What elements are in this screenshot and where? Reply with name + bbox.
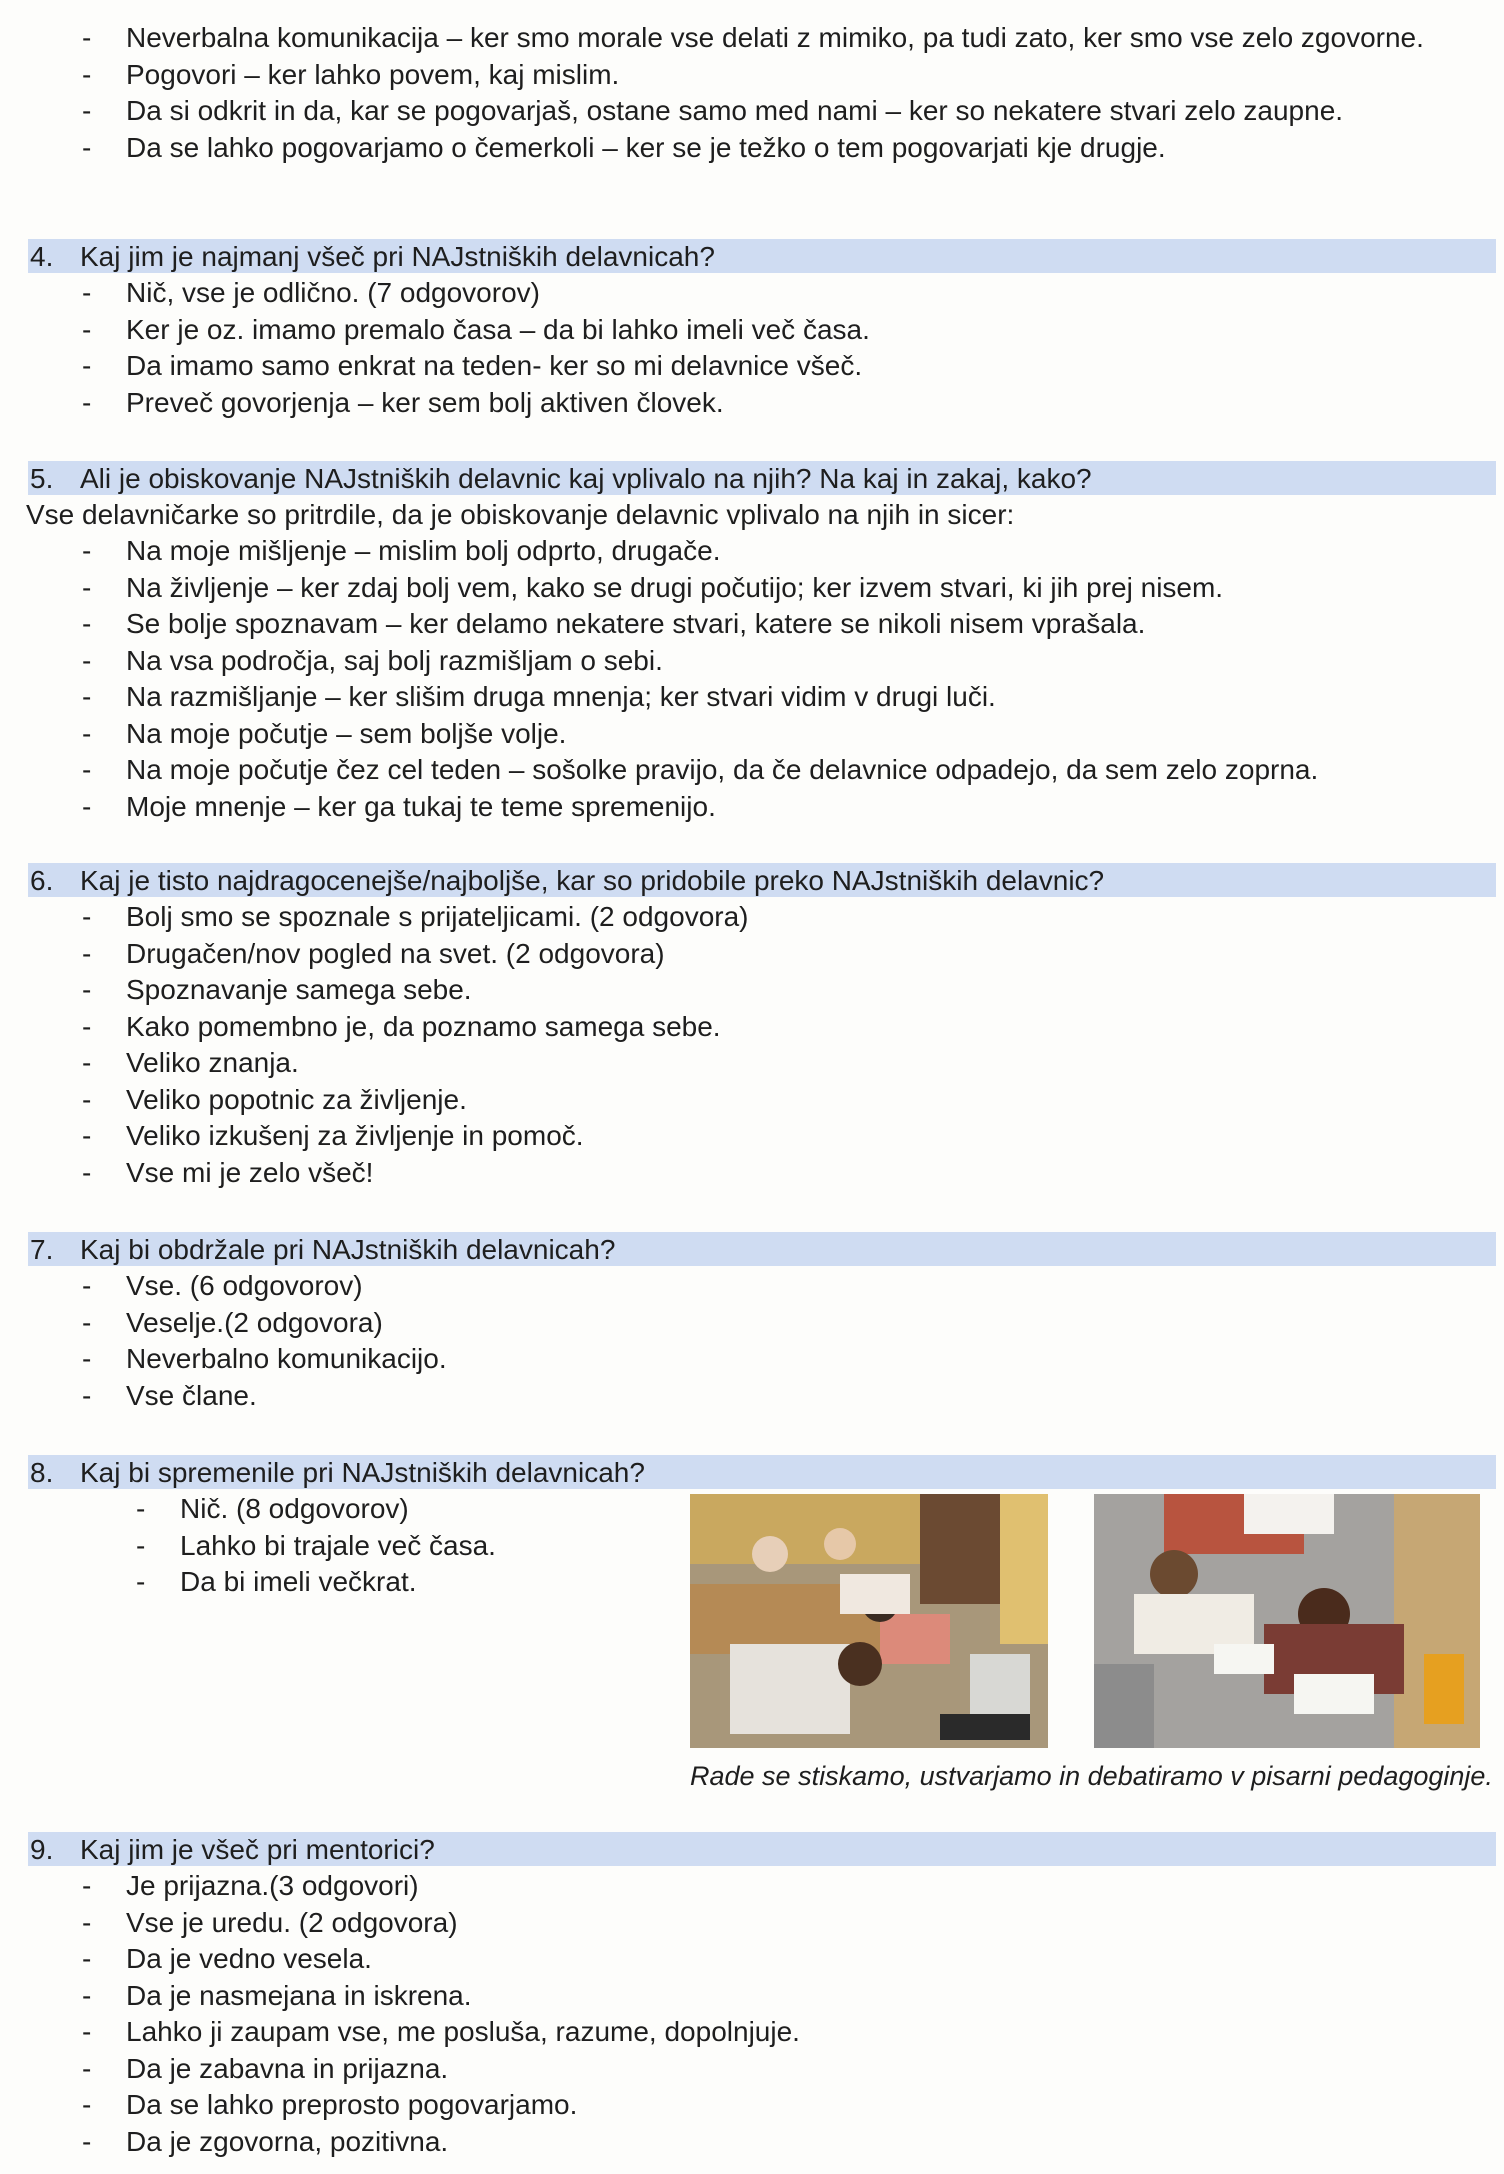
list-item: - Veselje.(2 odgovora): [72, 1305, 1496, 1342]
list-item: - Da se lahko preprosto pogovarjamo.: [72, 2087, 1496, 2124]
list-item: - Da imamo samo enkrat na teden- ker so mi delavnice všeč.: [72, 348, 1496, 385]
answer-list: [72, 1268, 1496, 1414]
list-item: - Na moje počutje – sem boljše volje.: [72, 716, 1496, 753]
list-item: - Veliko popotnic za življenje.: [72, 1082, 1496, 1119]
list-item: - Moje mnenje – ker ga tukaj te teme spremenijo.: [72, 789, 1496, 826]
question-heading: [28, 239, 1496, 273]
question-text: Kaj jim je všeč pri mentorici?: [80, 1834, 435, 1865]
list-item: - Da je vedno vesela.: [72, 1941, 1496, 1978]
question-text: Kaj bi obdržale pri NAJstniških delavnicah?: [80, 1234, 616, 1265]
list-item: - Lahko ji zaupam vse, me posluša, razume, dopolnjuje.: [72, 2014, 1496, 2051]
list-item: - Vse. (6 odgovorov): [72, 1268, 1496, 1305]
list-item: - Da je zabavna in prijazna.: [72, 2051, 1496, 2088]
list-item: - Da bi imeli večkrat.: [126, 1564, 686, 1601]
list-item: - Veliko izkušenj za življenje in pomoč.: [72, 1118, 1496, 1155]
answer-list: [72, 1868, 1496, 2160]
floor-writing-photo: [1094, 1494, 1480, 1748]
office-workshop-photo: [690, 1494, 1048, 1748]
list-item: - Bolj smo se spoznale s prijateljicami. (2 odgovora): [72, 899, 1496, 936]
question-heading: [28, 1232, 1496, 1266]
section-6: [28, 863, 1496, 1191]
list-item: - Na razmišljanje – ker slišim druga mnenja; ker stvari vidim v drugi luči.: [72, 679, 1496, 716]
answer-list: [72, 533, 1496, 825]
list-item: - Lahko bi trajale več časa.: [126, 1528, 686, 1565]
list-item: - Da je zgovorna, pozitivna.: [72, 2124, 1496, 2161]
list-item: - Da si odkrit in da, kar se pogovarjaš, ostane samo med nami – ker so nekatere stvari zelo zaupne.: [72, 93, 1492, 130]
list-item: - Spoznavanje samega sebe.: [72, 972, 1496, 1009]
list-item: - Se bolje spoznavam – ker delamo nekatere stvari, katere se nikoli nisem vprašala.: [72, 606, 1496, 643]
question-number: 5.: [30, 463, 54, 494]
question-text: Ali je obiskovanje NAJstniških delavnic kaj vplivalo na njih? Na kaj in zakaj, kako?: [80, 463, 1092, 494]
list-item: - Vse je uredu. (2 odgovora): [72, 1905, 1496, 1942]
photo-group: [690, 1494, 1493, 1794]
question-heading: [28, 863, 1496, 897]
list-item: - Ker je oz. imamo premalo časa – da bi lahko imeli več časa.: [72, 312, 1496, 349]
list-item: - Nič, vse je odlično. (7 odgovorov): [72, 275, 1496, 312]
list-item: - Preveč govorjenja – ker sem bolj aktiven človek.: [72, 385, 1496, 422]
intro-answer-list: [72, 20, 1492, 166]
section-9: [28, 1832, 1496, 2160]
list-item: - Je prijazna.(3 odgovori): [72, 1868, 1496, 1905]
question-number: 7.: [30, 1234, 54, 1265]
question-heading: [28, 1455, 1496, 1489]
answer-list: [72, 899, 1496, 1191]
list-item: - Neverbalno komunikacijo.: [72, 1341, 1496, 1378]
question-heading: [28, 461, 1496, 495]
question-text: Kaj je tisto najdragocenejše/najboljše, kar so pridobile preko NAJstniških delavnic?: [80, 865, 1105, 896]
question-number: 6.: [30, 865, 54, 896]
list-item: - Kako pomembno je, da poznamo samega sebe.: [72, 1009, 1496, 1046]
list-item: - Na življenje – ker zdaj bolj vem, kako se drugi počutijo; ker izvem stvari, ki jih prej nisem.: [72, 570, 1496, 607]
list-item: - Veliko znanja.: [72, 1045, 1496, 1082]
list-item: - Vse člane.: [72, 1378, 1496, 1415]
answer-list: [126, 1491, 686, 1601]
list-item: - Nič. (8 odgovorov): [126, 1491, 686, 1528]
list-item: - Na vsa področja, saj bolj razmišljam o sebi.: [72, 643, 1496, 680]
list-item: - Drugačen/nov pogled na svet. (2 odgovora): [72, 936, 1496, 973]
list-item: - Pogovori – ker lahko povem, kaj mislim.: [72, 57, 1492, 94]
list-item: - Vse mi je zelo všeč!: [72, 1155, 1496, 1192]
answer-list: [72, 275, 1496, 421]
list-item: - Neverbalna komunikacija – ker smo morale vse delati z mimiko, pa tudi zato, ker smo vse zelo zgovorne.: [72, 20, 1492, 57]
section-5: [28, 461, 1496, 825]
list-item: - Da se lahko pogovarjamo o čemerkoli – ker se je težko o tem pogovarjati kje drugje.: [72, 130, 1492, 167]
photo-caption: Rade se stiskamo, ustvarjamo in debatiramo v pisarni pedagoginje.: [690, 1761, 1493, 1791]
list-item: - Na moje počutje čez cel teden – sošolke pravijo, da če delavnice odpadejo, da sem zelo zoprna.: [72, 752, 1496, 789]
list-item: - Da je nasmejana in iskrena.: [72, 1978, 1496, 2015]
section-intro-text: Vse delavničarke so pritrdile, da je obiskovanje delavnic vplivalo na njih in sicer:: [26, 499, 1015, 530]
question-number: 4.: [30, 241, 54, 272]
question-heading: [28, 1832, 1496, 1866]
section-4: [28, 239, 1496, 421]
question-number: 9.: [30, 1834, 54, 1865]
list-item: - Na moje mišljenje – mislim bolj odprto, drugače.: [72, 533, 1496, 570]
question-text: Kaj bi spremenile pri NAJstniških delavnicah?: [80, 1457, 645, 1488]
question-text: Kaj jim je najmanj všeč pri NAJstniških delavnicah?: [80, 241, 715, 272]
question-number: 8.: [30, 1457, 54, 1488]
section-7: [28, 1232, 1496, 1414]
